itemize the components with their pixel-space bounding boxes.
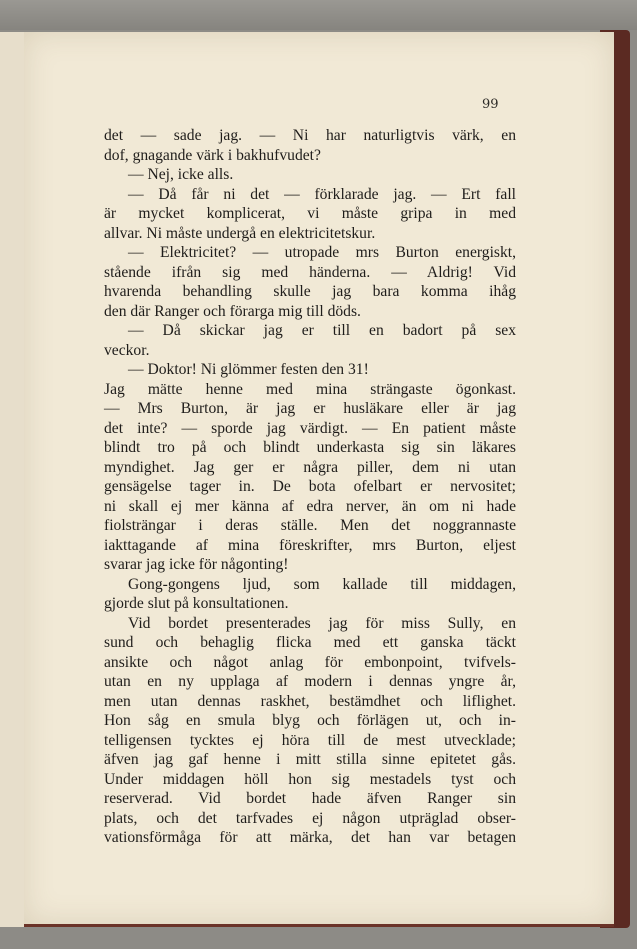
text-line: — Mrs Burton, är jag er husläkare eller är jag	[104, 400, 516, 417]
body-text	[104, 126, 516, 848]
text-line: Gong-gongens ljud, som kallade till middagen,	[128, 575, 516, 593]
text-line: ansikte och något anlag för embonpoint, tvifvels-	[104, 653, 516, 671]
text-line: — Elektricitet? — utropade mrs Burton energiskt,	[128, 244, 516, 261]
text-line: allvar. Ni måste undergå en elektricitetskur.	[104, 224, 376, 242]
text-line: Hon såg en smula blyg och förlägen ut, och in-	[104, 712, 516, 729]
text-line: plats, och det tarfvades ej någon utpräglad obser-	[104, 809, 516, 827]
text-line: utan en ny upplaga af modern i dennas yngre år,	[104, 673, 516, 690]
text-line: myndighet. Jag ger er några piller, dem ni utan	[104, 458, 516, 476]
facing-page-edge	[0, 32, 27, 927]
text-line: blindt tro på och blindt underkasta sig sin läkares	[104, 439, 516, 456]
text-line: telligensen tycktes ej höra till de mest utvecklade;	[104, 731, 516, 749]
text-line: gensägelse tager in. De bota ofelbart er nervositet;	[104, 478, 516, 495]
text-line: sund och behaglig flicka med ett ganska täckt	[104, 634, 516, 651]
text-line: — Då skickar jag er till en badort på sex	[128, 322, 516, 339]
text-line: men utan dennas raskhet, bestämdhet och liflighet.	[104, 692, 516, 710]
text-line: är mycket komplicerat, vi måste gripa in med	[104, 205, 516, 222]
text-line: gjorde slut på konsultationen.	[104, 595, 289, 612]
text-line: hvarenda behandling skulle jag bara komma ihåg	[104, 283, 516, 300]
text-line: fiolsträngar i deras ställe. Men det noggrannaste	[104, 517, 516, 534]
text-line: Under middagen höll hon sig mestadels tyst och	[104, 770, 516, 788]
text-line: — Nej, icke alls.	[128, 166, 234, 183]
text-line: iakttagande af mina föreskrifter, mrs Burton, eljest	[104, 536, 516, 554]
text-line: svarar jag icke för någonting!	[104, 556, 289, 573]
text-line: dof, gnagande värk i bakhufvudet?	[104, 146, 321, 164]
text-line: den där Ranger och förarga mig till döds.	[104, 302, 361, 320]
text-line: — Doktor! Ni glömmer festen den 31!	[128, 361, 369, 378]
text-line: äfven jag gaf henne i mitt stilla sinne epitetet gås.	[104, 751, 516, 768]
text-line: Jag mätte henne med mina strängaste ögonkast.	[104, 380, 516, 398]
text-line: det — sade jag. — Ni har naturligtvis värk, en	[104, 127, 516, 144]
text-line: veckor.	[104, 341, 150, 359]
scan-background	[0, 0, 637, 30]
text-line: vationsförmåga för att märka, det han var betagen	[104, 829, 516, 846]
text-line: Vid bordet presenterades jag för miss Sully, en	[128, 614, 516, 632]
text-line: det inte? — sporde jag värdigt. — En patient måste	[104, 419, 516, 437]
text-line: — Då får ni det — förklarade jag. — Ert fall	[128, 185, 516, 203]
page-number: 99	[482, 97, 499, 112]
text-line: reserverad. Vid bordet hade äfven Ranger sin	[104, 790, 516, 807]
text-line: stående ifrån sig med händerna. — Aldrig! Vid	[104, 263, 516, 281]
text-line: ni skall ej mer känna af edra nerver, än om ni hade	[104, 497, 516, 515]
